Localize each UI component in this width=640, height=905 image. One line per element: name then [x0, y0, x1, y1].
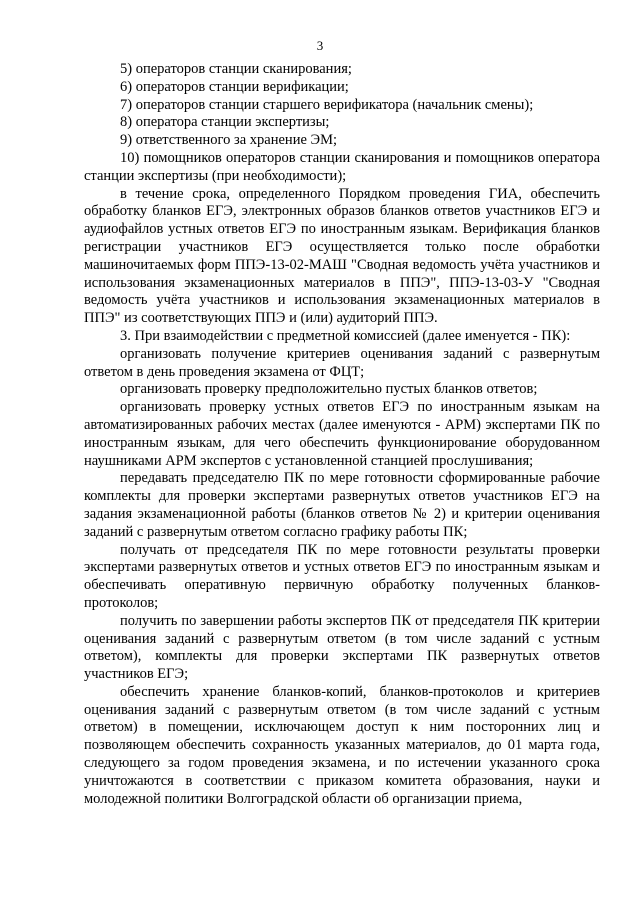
- paragraph: 6) операторов станции верификации;: [120, 78, 349, 95]
- paragraph: получить по завершении работы экспертов ПК от председателя ПК критерии оценивания заданий с развернутым ответом (в том числе заданий с устным ответом), комплекты для проверки экспертами ПК развернутых ответов участников ЕГЭ;: [84, 612, 600, 683]
- page-number: 3: [316, 38, 324, 53]
- paragraph: организовать получение критериев оценивания заданий с развернутым ответом в день проведения экзамена от ФЦТ;: [84, 345, 600, 380]
- paragraph: в течение срока, определенного Порядком проведения ГИА, обеспечить обработку бланков ЕГЭ, электронных образов бланков ответов участников ЕГЭ и аудиофайлов устных ответов ЕГЭ по иностранным языкам. Верификация бланков регистрации участников ЕГЭ осуществляется только после обработки машиночитаемых форм ППЭ-13-02-МАШ "Сводная ведомость учёта участников и использования экзаменационных материалов в ППЭ", ППЭ-13-03-У "Сводная ведомость учёта участников и использования экзаменационных материалов в ППЭ" из соответствующих ППЭ и (или) аудиторий ППЭ.: [84, 185, 600, 327]
- document-body: [84, 61, 600, 808]
- paragraph: передавать председателю ПК по мере готовности сформированные рабочие комплекты для проверки экспертами развернутых ответов участников ЕГЭ на задания экзаменационной работы (бланков ответов № 2) и критерии оценивания заданий с развернутым ответом согласно графику работы ПК;: [84, 470, 600, 540]
- paragraph: 10) помощников операторов станции сканирования и помощников оператора станции экспертизы (при необходимости);: [84, 149, 600, 184]
- paragraph: 9) ответственного за хранение ЭМ;: [120, 132, 338, 149]
- paragraph: 7) операторов станции старшего верификатора (начальник смены);: [120, 96, 534, 113]
- paragraph: организовать проверку предположительно пустых бланков ответов;: [120, 381, 538, 398]
- paragraph: 8) оператора станции экспертизы;: [120, 114, 330, 131]
- paragraph: получать от председателя ПК по мере готовности результаты проверки экспертами развернутых ответов и устных ответов ЕГЭ по иностранным языкам и обеспечивать оперативную первичную обработку полученных бланков-протоколов;: [84, 541, 600, 611]
- paragraph: обеспечить хранение бланков-копий, бланков-протоколов и критериев оценивания заданий с развернутым ответом (в том числе заданий с устным ответом) в помещении, исключающем доступ к ним посторонних лиц и позволяющем обеспечить сохранность указанных материалов, до 01 марта года, следующего за годом проведения экзамена, и по истечении указанного срока уничтожаются в соответствии с приказом комитета образования, науки и молодежной политики Волгоградской области об организации приема,: [84, 683, 600, 807]
- section-heading: 3. При взаимодействии с предметной комиссией (далее именуется - ПК):: [120, 327, 571, 344]
- paragraph: 5) операторов станции сканирования;: [120, 61, 352, 77]
- paragraph: организовать проверку устных ответов ЕГЭ по иностранным языкам на автоматизированных рабочих местах (далее именуются - АРМ) экспертами ПК по иностранным языкам, для чего обеспечить функционирование оборудованном наушниками АРМ экспертов с установленной станцией прослушивания;: [84, 399, 600, 469]
